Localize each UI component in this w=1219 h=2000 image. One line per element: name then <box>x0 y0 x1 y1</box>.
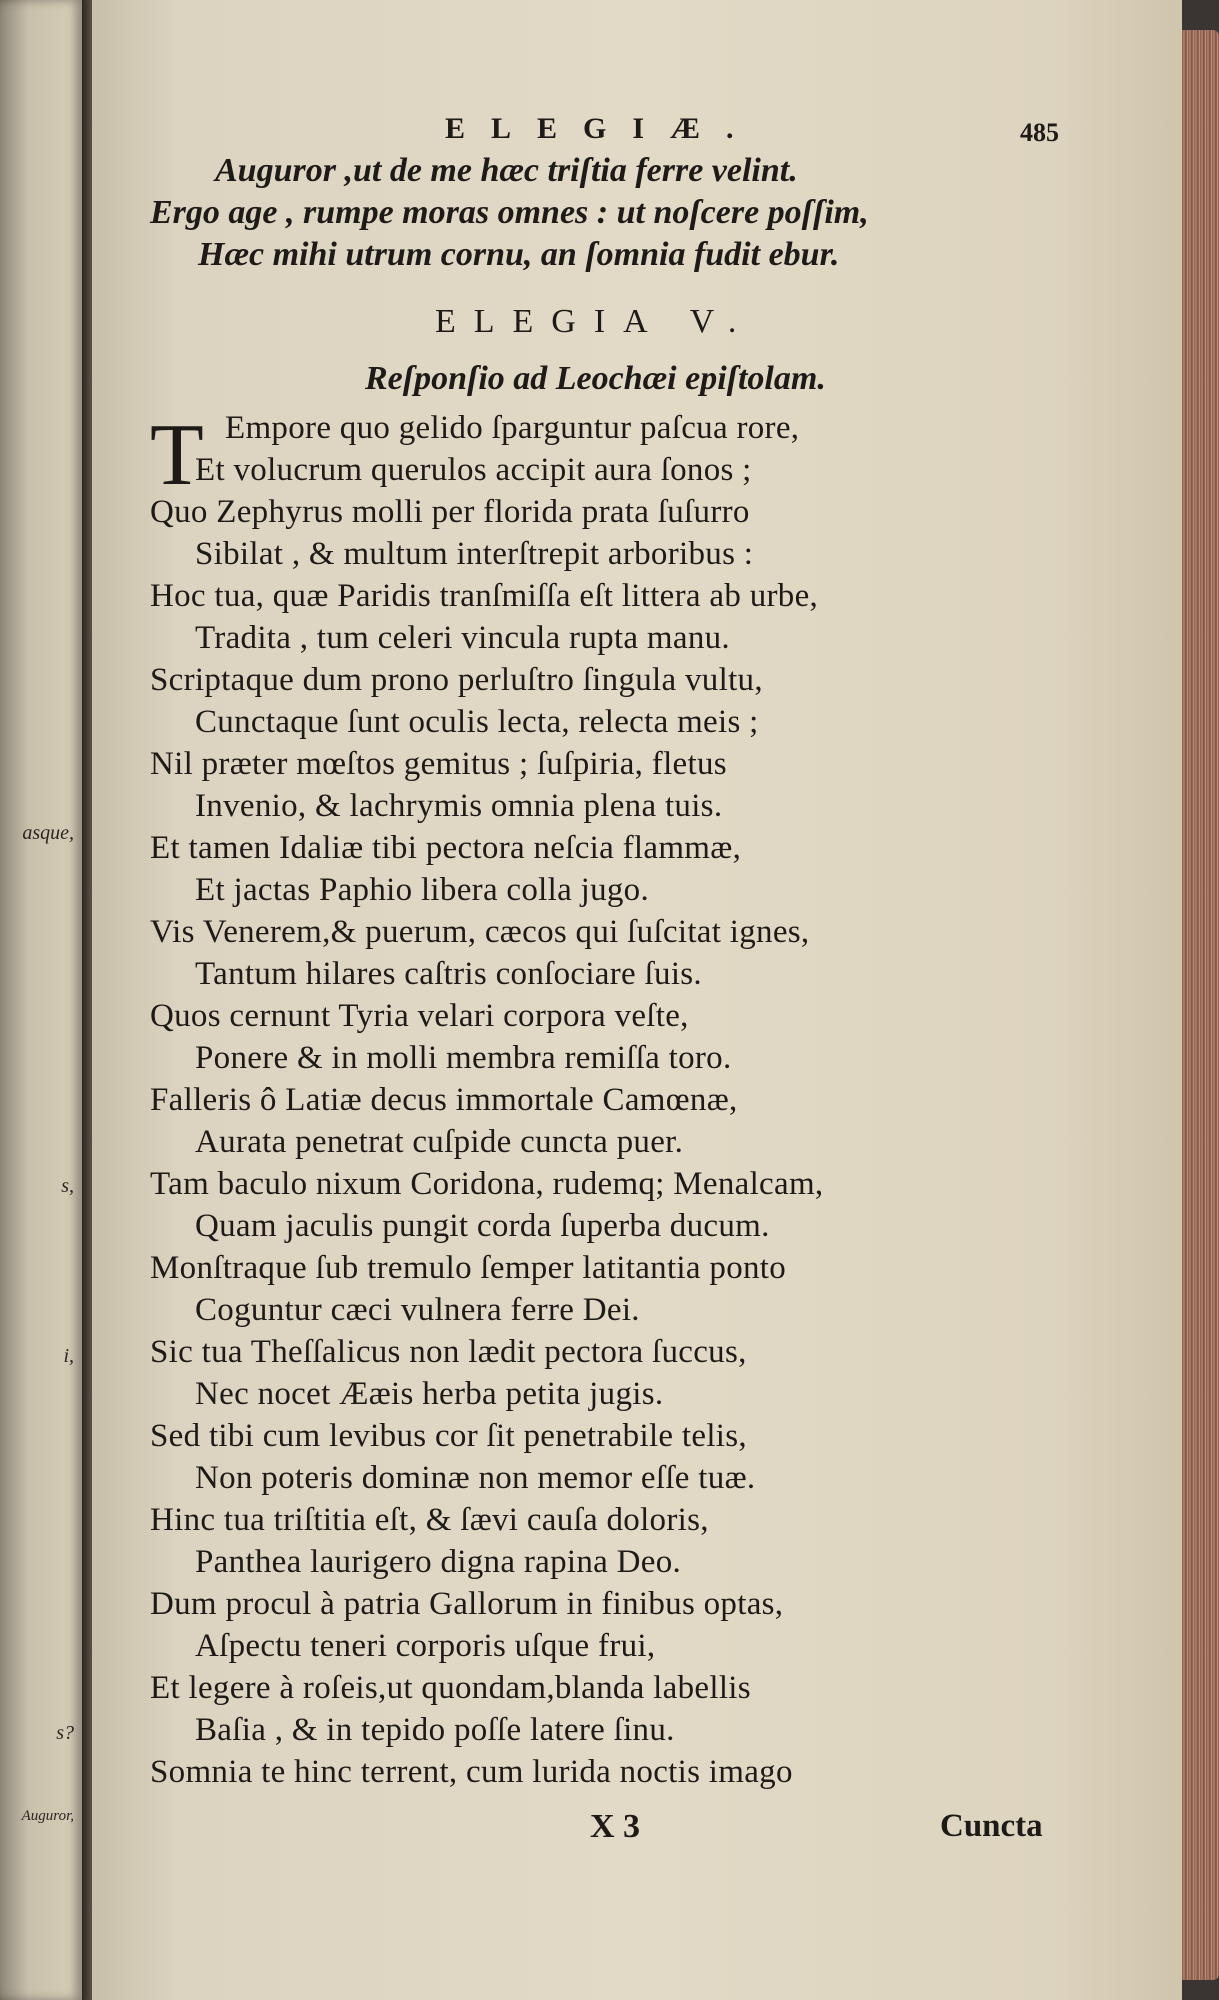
verse-line: Somnia te hinc terrent, cum lurida noctis imago <box>150 1754 793 1790</box>
margin-fragment: s, <box>61 1175 74 1197</box>
margin-fragment: asque, <box>22 822 74 844</box>
verse-line: Non poteris dominæ non memor eſſe tuæ. <box>195 1460 756 1496</box>
catchword: Cuncta <box>940 1808 1043 1844</box>
page-number: 485 <box>1020 118 1059 147</box>
signature-mark: X 3 <box>590 1808 641 1845</box>
verse-line: Hæc mihi utrum cornu, an ſomnia fudit ebur. <box>198 236 840 273</box>
elegy-title: ELEGIA V. <box>435 303 755 340</box>
verse-line: Quo Zephyrus molli per florida prata ſuſurro <box>150 494 750 530</box>
verse-line: Quos cernunt Tyria velari corpora veſte, <box>150 998 689 1034</box>
verse-line: Nec nocet Ææis herba petita jugis. <box>195 1376 664 1412</box>
verse-line: Sed tibi cum levibus cor ſit penetrabile telis, <box>150 1418 747 1454</box>
verse-line: Quam jaculis pungit corda ſuperba ducum. <box>195 1208 770 1244</box>
elegy-subtitle: Reſponſio ad Leochæi epiſtolam. <box>365 360 826 397</box>
verse-line: Et tamen Idaliæ tibi pectora neſcia flammæ, <box>150 830 742 866</box>
verse-line: Cunctaque ſunt oculis lecta, relecta meis ; <box>195 704 759 740</box>
verse-line: Tantum hilares caſtris conſociare ſuis. <box>195 956 702 992</box>
verse-line: Ponere & in molli membra remiſſa toro. <box>195 1040 732 1076</box>
verse-line: Invenio, & lachrymis omnia plena tuis. <box>195 788 723 824</box>
verse-line: Empore quo gelido ſparguntur paſcua rore, <box>225 410 800 446</box>
verse-line: Aurata penetrat cuſpide cuncta puer. <box>195 1124 684 1160</box>
verse-line: Sibilat , & multum interſtrepit arboribus : <box>195 536 754 572</box>
verse-line: Auguror ,ut de me hæc triſtia ferre velint. <box>215 152 798 189</box>
page-edges <box>1182 30 1219 1980</box>
verse-line: Vis Venerem,& puerum, cæcos qui ſuſcitat ignes, <box>150 914 810 950</box>
verse-line: Et jactas Paphio libera colla jugo. <box>195 872 650 908</box>
verse-line: Panthea laurigero digna rapina Deo. <box>195 1544 682 1580</box>
verse-line: Hoc tua, quæ Paridis tranſmiſſa eſt littera ab urbe, <box>150 578 819 614</box>
margin-fragment: Auguror, <box>21 1808 74 1824</box>
facing-page <box>0 0 82 2000</box>
margin-fragment: s? <box>56 1722 74 1744</box>
verse-line: Nil præter mœſtos gemitus ; ſuſpiria, fletus <box>150 746 727 782</box>
verse-line: Monſtraque ſub tremulo ſemper latitantia ponto <box>150 1250 787 1286</box>
verse-line: Baſia , & in tepido poſſe latere ſinu. <box>195 1712 675 1748</box>
verse-line: Sic tua Theſſalicus non lædit pectora ſuccus, <box>150 1334 747 1370</box>
verse-line: Aſpectu teneri corporis uſque frui, <box>195 1628 656 1664</box>
book-gutter <box>82 0 92 2000</box>
margin-fragment: i, <box>63 1345 74 1367</box>
running-head: ELEGIÆ. <box>445 112 760 145</box>
verse-line: Coguntur cæci vulnera ferre Dei. <box>195 1292 640 1328</box>
verse-line: Hinc tua triſtitia eſt, & ſævi cauſa doloris, <box>150 1502 709 1538</box>
verse-line: Et volucrum querulos accipit aura ſonos ; <box>195 452 752 488</box>
verse-line: Tradita , tum celeri vincula rupta manu. <box>195 620 730 656</box>
verse-line: Falleris ô Latiæ decus immortale Camœnæ, <box>150 1082 738 1118</box>
verse-line: Ergo age , rumpe moras omnes : ut noſcere poſſim, <box>150 194 869 231</box>
verse-line: Et legere à roſeis,ut quondam,blanda labellis <box>150 1670 751 1706</box>
verse-line: Tam baculo nixum Coridona, rudemq; Menalcam, <box>150 1166 824 1202</box>
verse-line: Scriptaque dum prono perluſtro ſingula vultu, <box>150 662 763 698</box>
verse-line: Dum procul à patria Gallorum in finibus optas, <box>150 1586 784 1622</box>
drop-cap: T <box>150 407 204 504</box>
